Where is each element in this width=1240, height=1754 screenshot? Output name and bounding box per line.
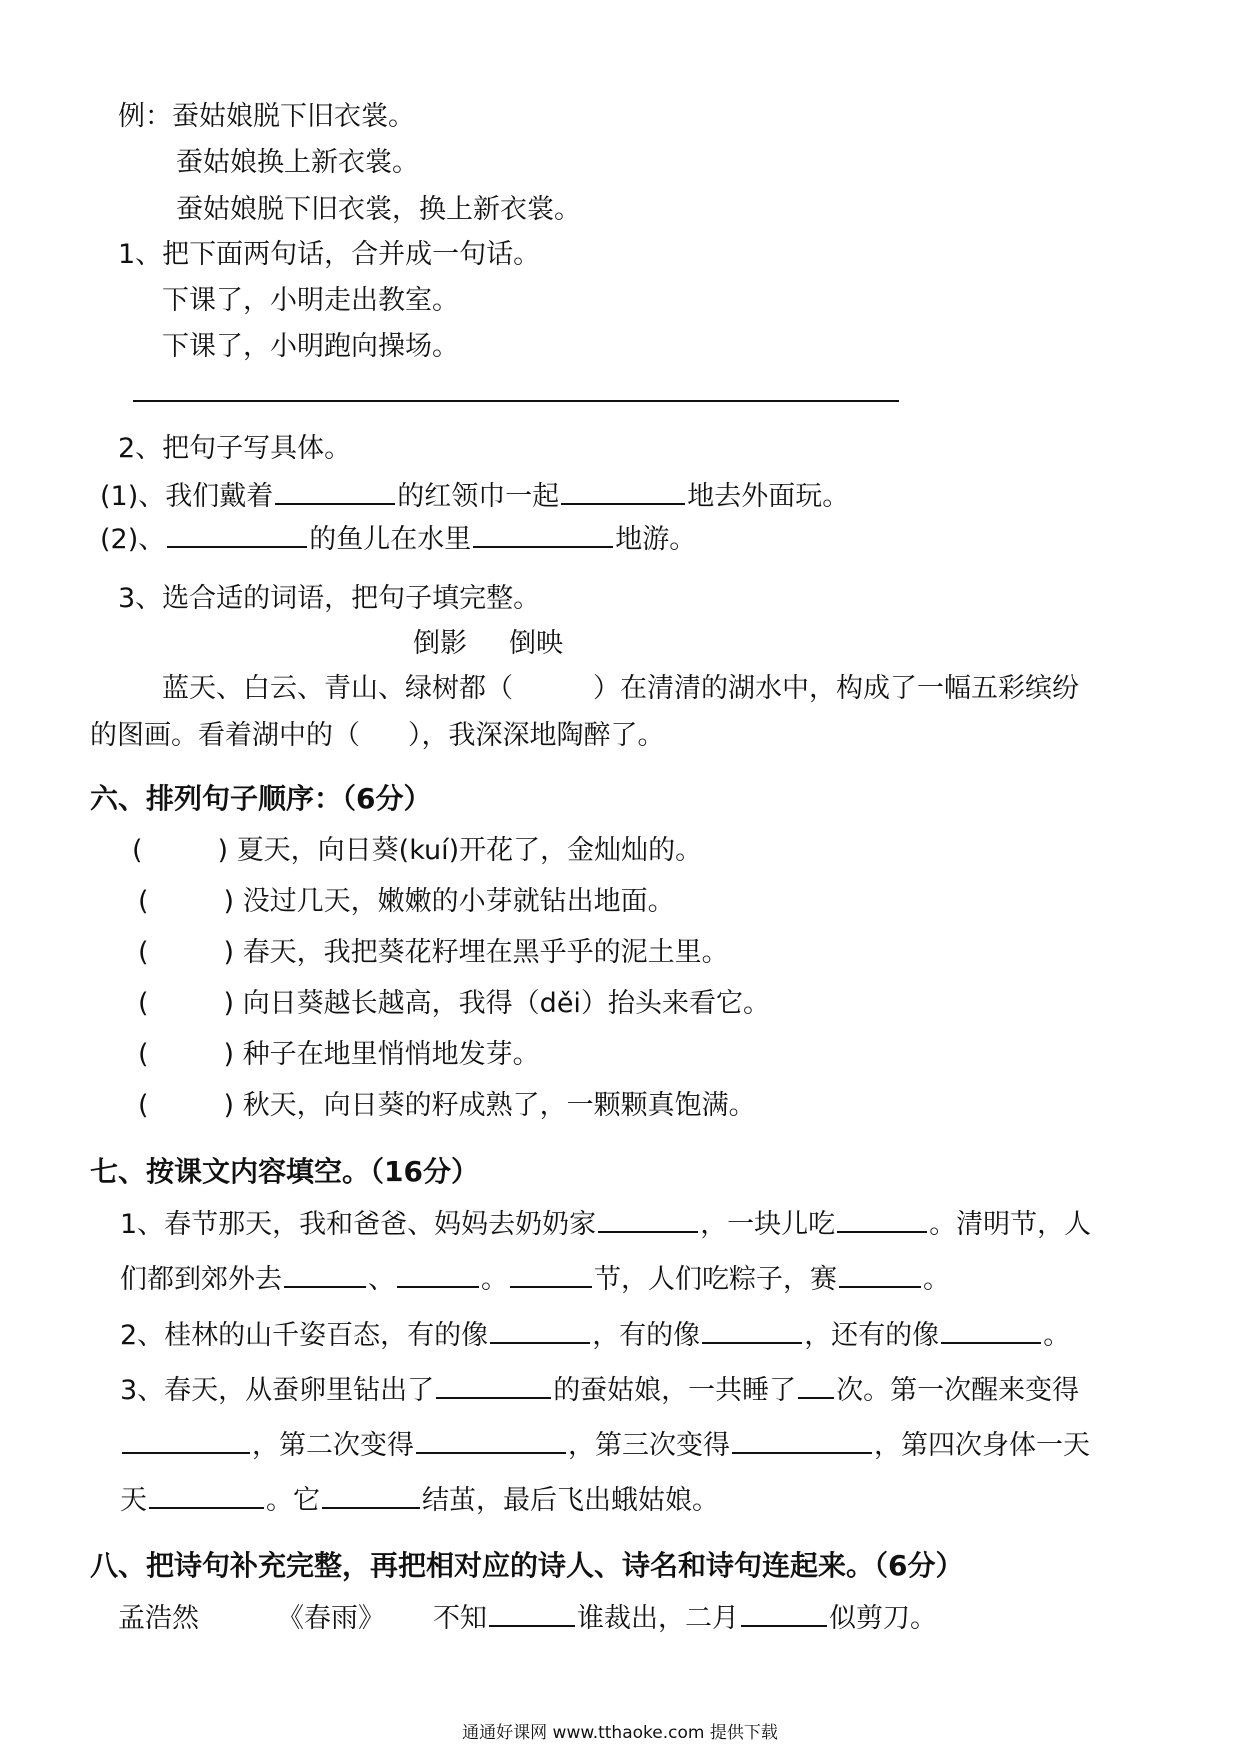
- blank: [839, 1260, 921, 1288]
- blank: [490, 1316, 590, 1344]
- q2-item-1: [100, 477, 849, 514]
- q1-sentence-1: 下课了，小明走出教室。: [162, 285, 459, 316]
- order-item-6: ( ) 秋天，向日葵的籽成熟了，一颗颗真饱满。: [138, 1090, 756, 1121]
- s7-q3-text-b: 的蚕姑娘，一共睡了: [553, 1375, 797, 1406]
- s7-q2-text-b: ，有的像: [592, 1320, 701, 1351]
- q2-item-2-text-a: (2)、: [100, 524, 166, 555]
- blank: [284, 1260, 366, 1288]
- blank: [489, 1599, 575, 1627]
- s7-q1-text-a: 1、春节那天，我和爸爸、妈妈去奶奶家: [120, 1209, 597, 1240]
- word-choice-2: 倒映: [509, 628, 563, 659]
- q2-item-2-text-c: 地游。: [615, 524, 697, 555]
- example-sentence-2: 蚕姑娘换上新衣裳。: [176, 147, 419, 178]
- order-item-4: ( ) 向日葵越长越高，我得（děi）抬头来看它。: [138, 988, 770, 1019]
- s7-q1-line-1: [120, 1205, 1091, 1242]
- blank: [322, 1481, 420, 1509]
- s7-q1-text-e: 、: [368, 1264, 395, 1295]
- q3-text-d: ），我深深地陶醉了。: [408, 720, 665, 751]
- q2-title: 2、把句子写具体。: [118, 433, 352, 464]
- poem-title: 《春雨》: [277, 1603, 385, 1634]
- order-item-text: 向日葵越长越高，我得（děi）抬头来看它。: [242, 988, 770, 1019]
- blank: [702, 1316, 802, 1344]
- example-sentence-1: 蚕姑娘脱下旧衣裳。: [172, 101, 415, 132]
- poem-text-c: 似剪刀。: [829, 1603, 937, 1634]
- blank: [149, 1481, 264, 1509]
- q1-title: 1、把下面两句话，合并成一句话。: [118, 239, 541, 270]
- q3-title: 3、选合适的词语，把句子填完整。: [118, 583, 541, 614]
- blank: [941, 1316, 1041, 1344]
- blank: [798, 1371, 834, 1399]
- order-item-3: ( ) 春天，我把葵花籽埋在黑乎乎的泥土里。: [138, 937, 729, 968]
- poem-text-a: 不知: [433, 1603, 487, 1634]
- blank: [561, 477, 685, 505]
- word-choice-1: 倒影: [413, 628, 467, 659]
- blank: [416, 1426, 566, 1454]
- s7-q3-text-f: ，第四次身体一天: [874, 1430, 1090, 1461]
- blank: [598, 1205, 698, 1233]
- example-line-1: [118, 100, 415, 134]
- blank: [122, 1426, 250, 1454]
- order-item-text: 没过几天，嫩嫩的小芽就钻出地面。: [242, 886, 675, 917]
- blank: [510, 1260, 592, 1288]
- s7-q3-line-2: [120, 1426, 1090, 1463]
- section-7-title: 七、按课文内容填空。（16分）: [90, 1155, 479, 1188]
- order-item-text: 夏天，向日葵(kuí)开花了，金灿灿的。: [236, 835, 703, 866]
- blank: [741, 1599, 827, 1627]
- s7-q3-text-d: ，第二次变得: [252, 1430, 414, 1461]
- order-item-text: 春天，我把葵花籽埋在黑乎乎的泥土里。: [242, 937, 729, 968]
- s7-q3-text-g: 天: [120, 1485, 147, 1516]
- poem-row: [118, 1599, 937, 1636]
- example-label: 例：: [118, 101, 172, 132]
- blank: [397, 1260, 479, 1288]
- s7-q3-text-a: 3、春天，从蚕卵里钻出了: [120, 1375, 435, 1406]
- q3-text-b: ）在清清的湖水中，构成了一幅五彩缤纷: [593, 673, 1079, 704]
- q1-sentence-2: 下课了，小明跑向操场。: [162, 331, 459, 362]
- q3-paragraph-line-1: [162, 672, 1079, 706]
- q2-item-2: [100, 520, 696, 557]
- blank: [837, 1205, 927, 1233]
- q2-item-1-text-b: 的红领巾一起: [397, 481, 560, 512]
- s7-q3-text-e: ，第三次变得: [568, 1430, 730, 1461]
- order-item-5: ( ) 种子在地里悄悄地发芽。: [138, 1039, 540, 1070]
- order-item-2: ( ) 没过几天，嫩嫩的小芽就钻出地面。: [138, 886, 675, 917]
- s7-q1-text-h: 。: [923, 1264, 950, 1295]
- q3-text-a: 蓝天、白云、青山、绿树都（: [162, 673, 513, 704]
- s7-q2-text-c: ，还有的像: [804, 1320, 940, 1351]
- s7-q2-text-a: 2、桂林的山千姿百态，有的像: [120, 1320, 489, 1351]
- blank: [732, 1426, 872, 1454]
- s7-q3-line-1: [120, 1371, 1079, 1408]
- s7-q1-text-c: 。清明节，人: [929, 1209, 1092, 1240]
- q2-item-1-text-a: (1)、我们戴着: [100, 481, 274, 512]
- s7-q1-text-g: 节，人们吃粽子，赛: [594, 1264, 837, 1295]
- s7-q1-text-f: 。: [481, 1264, 508, 1295]
- example-sentence-3: 蚕姑娘脱下旧衣裳，换上新衣裳。: [176, 194, 581, 225]
- q2-item-1-text-c: 地去外面玩。: [687, 481, 850, 512]
- blank: [167, 520, 307, 548]
- blank: [436, 1371, 551, 1399]
- s7-q1-text-d: 们都到郊外去: [120, 1264, 282, 1295]
- q2-item-2-text-b: 的鱼儿在水里: [309, 524, 472, 555]
- poem-text-b: 谁裁出，二月: [577, 1603, 739, 1634]
- q3-paragraph-line-2: [90, 719, 665, 753]
- s7-q2-line: [120, 1316, 1070, 1353]
- blank: [473, 520, 613, 548]
- s7-q3-line-3: [120, 1481, 719, 1518]
- s7-q1-text-b: ，一块儿吃: [700, 1209, 836, 1240]
- poet-name: 孟浩然: [118, 1603, 199, 1634]
- s7-q3-text-i: 结茧，最后飞出蛾姑娘。: [422, 1485, 719, 1516]
- order-item-1: ( ) 夏天，向日葵(kuí)开花了，金灿灿的。: [132, 835, 703, 866]
- section-8-title: 八、把诗句补充完整，再把相对应的诗人、诗名和诗句连起来。（6分）: [90, 1549, 964, 1582]
- blank: [275, 477, 395, 505]
- s7-q3-text-h: 。它: [266, 1485, 320, 1516]
- order-item-text: 秋天，向日葵的籽成熟了，一颗颗真饱满。: [242, 1090, 756, 1121]
- section-6-title: 六、排列句子顺序：（6分）: [90, 782, 432, 815]
- q3-word-choices: [413, 627, 563, 661]
- s7-q1-line-2: [120, 1260, 950, 1297]
- s7-q2-text-d: 。: [1043, 1320, 1071, 1351]
- s7-q3-text-c: 次。第一次醒来变得: [836, 1375, 1080, 1406]
- q3-text-c: 的图画。看着湖中的（: [90, 720, 360, 751]
- answer-line: [133, 400, 899, 402]
- order-item-text: 种子在地里悄悄地发芽。: [242, 1039, 540, 1070]
- footer-watermark: 通通好课网 www.tthaoke.com 提供下载: [462, 1723, 778, 1743]
